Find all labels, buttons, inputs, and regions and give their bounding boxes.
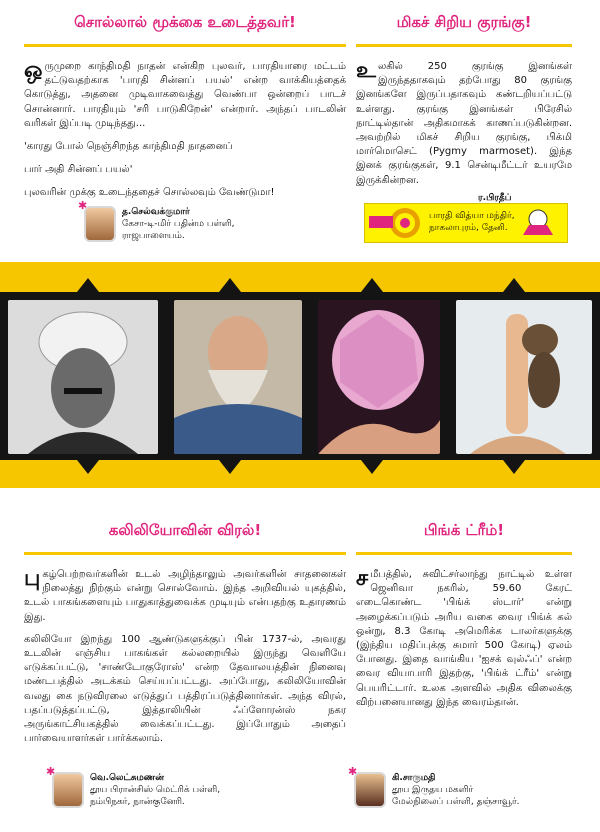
- contributor-place: நம்பிநகர், நான்குனேரி.: [90, 797, 185, 807]
- contributor-photo: [348, 765, 386, 808]
- title-text: சொல்லால் மூக்கை உடைத்தவர்!: [74, 13, 296, 31]
- contributor-place: நாகலாபுரம், தேனி.: [429, 223, 508, 233]
- verse-line-2: பார் அதி சின்னப் பயல்': [24, 164, 133, 176]
- body-text-2: கலிலியோ இறந்து 100 ஆண்டுகளுக்குப் பின் 1737-ல், அவரது உடலின் எஞ்சிய பாகங்கள் கல்லறையில் இருந்து வெளியே எடுக்கப்பட்டு, 'சாண்டோகுரோஸ்' என்ற தேவாலயத்தின் நினைவு மண்டபத்தில் அடக்கம் செய்யப்பட்டது. அப்போது, கலிலியோவின் வலது கை நடுவிரலை எடுத்துப் பத்திரப்படுத்தினார்கள். அந்த விரல், பதப்படுத்தப்பட்டு, இத்தாலியின் ஃப்ளோரன்ஸ் நகர அருங்காட்சியகத்தில் வைக்கப்பட்டது. இப்போதும் அதைப் பார்வையாளர்கள் பார்க்கலாம்.: [24, 633, 346, 745]
- portrait-bharathi-illustration: [8, 300, 158, 454]
- title-underline: [24, 552, 346, 555]
- article-galileo-finger: [24, 520, 346, 746]
- title-underline: [356, 552, 572, 555]
- title-text: மிகச் சிறிய குரங்கு!: [396, 13, 532, 31]
- drop-cap: பு: [24, 565, 41, 591]
- contributor-place: ராஜபாளையம்.: [122, 231, 185, 241]
- title-underline: [356, 44, 572, 47]
- triangle-marker: [503, 460, 525, 474]
- triangle-marker: [77, 278, 99, 292]
- contributor-photo: [46, 765, 84, 808]
- portrait-galileo-image: [174, 300, 302, 454]
- article-smallest-monkey: [356, 12, 572, 188]
- article-title: [356, 12, 572, 52]
- cartoon-figure-icon: [513, 205, 563, 241]
- verse-line-1: 'காரது போல் நெஞ்சிறந்த காந்திமதி நாதனைப்: [24, 141, 233, 153]
- drop-cap: ஒ: [24, 57, 43, 83]
- credit-charumathi: [348, 765, 520, 808]
- triangle-marker: [361, 460, 383, 474]
- target-logo-icon: [367, 204, 427, 242]
- star-icon: ✱: [348, 765, 358, 778]
- portrait-galileo-illustration: [174, 300, 302, 454]
- body-text: ருமுறை காந்திமதி நாதன் என்கிற புலவர், பாரதியாரை மட்டம் தட்டுவதற்காக 'பாரதி சின்னப் பயல்' என்ற வாக்கியத்தைக் கொடுத்து, அதனை முடிவாகவைத்து வெண்பா ஒன்றைப் பாடச் சொன்னார். பாரதியும் 'சரி பாடுகிறேன்' என்றார். அந்தப் பாடலின் வரிகள் இப்படி முடிந்தது...: [24, 61, 346, 129]
- contributor-place: மேல்நிலைப் பள்ளி, தஞ்சாவூர்.: [392, 797, 520, 807]
- school-logo-banner: [364, 203, 568, 243]
- triangle-marker: [361, 278, 383, 292]
- title-text: பிங்க் ட்ரீம்!: [423, 521, 505, 539]
- star-icon: ✱: [46, 765, 56, 778]
- article-body: [356, 57, 572, 188]
- article-body: [356, 565, 572, 710]
- body-text: மீபத்தில், சுவிட்சர்லாந்து நாட்டில் உள்ள ஜெனிவா நகரில், 59.60 கேரட் எடைகொண்ட 'பிங்க் ஸ்டார்' என்று அழைக்கப்படும் அரிய வகை வைர பிங்க் கல் ஒன்று, 8.3 கோடி அமெரிக்க டாலர்களுக்கு (இந்திய மதிப்புக்கு சுமார் 500 கோடி) ஏலம் போனது. இதை வாங்கிய 'ஐசக் வுல்ஃப்' என்ற வைர வியாபாரி இதற்கு, 'பிங்க் ட்ரீம்' என்று பெயரிட்டார். உலக அளவில் அதிக விலைக்கு விற்பனையானது இந்த வைரம்தான்.: [356, 569, 572, 708]
- credit-lakshmanan: [46, 765, 221, 808]
- contributor-name: கி.சாருமதி: [392, 773, 436, 783]
- article-pink-dream: [356, 520, 572, 710]
- article-title: [356, 520, 572, 560]
- contributor-photo: [78, 199, 116, 242]
- star-icon: ✱: [78, 199, 88, 212]
- pygmy-marmoset-image: [456, 300, 592, 454]
- pygmy-marmoset-illustration: [456, 300, 592, 454]
- contributor-school: தூய இருதய மகளிர்: [392, 785, 474, 795]
- article-title: [24, 12, 346, 52]
- portrait-bharathi-image: [8, 300, 158, 454]
- pink-diamond-illustration: [318, 300, 440, 454]
- article-words-broke-nose: [24, 12, 346, 201]
- contributor-name: வெ.லெட்சுமணன்: [90, 773, 164, 783]
- contributor-name: த.செல்வக்குமார்: [122, 207, 190, 217]
- body-text: லகில் 250 குரங்கு இனங்கள் இருந்ததாகவும் தற்போது 80 குரங்கு இனங்களே இருப்பதாகவும் கண்டறியப்பட்டு உள்ளது. குரங்கு இனங்கள் பிரேசில் நாட்டில்தான் அதிகமாகக் காணப்படுகின்றன. அவற்றில் மிகச் சிறிய குரங்கு, பிக்மி மார்மொசெட் (Pygmy marmoset). இந்த இனக் குரங்குகள், 9.1 சென்டிமீட்டர் உயரமே இருக்கின்றன.: [356, 61, 572, 186]
- closing-line: புலவரின் முக்கு உடைந்ததைச் சொல்லவும் வேண்டுமா!: [24, 187, 275, 199]
- triangle-marker: [219, 460, 241, 474]
- triangle-marker: [77, 460, 99, 474]
- contributor-school: பாரதி வித்யா மந்திர்,: [429, 211, 515, 221]
- contributor-school: தூய பிரான்சிஸ் மெட்ரிக் பள்ளி,: [90, 785, 221, 795]
- credit-selvakumar: [78, 199, 235, 242]
- article-body: [24, 57, 346, 131]
- article-body: [24, 565, 346, 625]
- triangle-marker: [503, 278, 525, 292]
- drop-cap: உ: [356, 57, 376, 83]
- body-text: கழ்பெற்றவர்களின் உடல் அழிந்தாலும் அவர்களின் சாதனைகள் நிலைத்து நிற்கும் என்று சொல்வோம். இந்த அறிவியல் யுகத்தில், உடல் பாகங்களையும் பாதுகாத்துவைக்க முடியும் என்பதற்கு உதாரணம் இது.: [24, 569, 346, 623]
- drop-cap: ச: [356, 565, 369, 591]
- title-text: கலிலியோவின் விரல்!: [108, 521, 262, 539]
- article-title: [24, 520, 346, 560]
- contributor-name: ர.பிரதீப்: [478, 193, 512, 203]
- pink-diamond-image: [318, 300, 440, 454]
- triangle-marker: [219, 278, 241, 292]
- contributor-school: கேசா-டி-மிர் பதின்ம பள்ளி,: [122, 219, 235, 229]
- title-underline: [24, 44, 346, 47]
